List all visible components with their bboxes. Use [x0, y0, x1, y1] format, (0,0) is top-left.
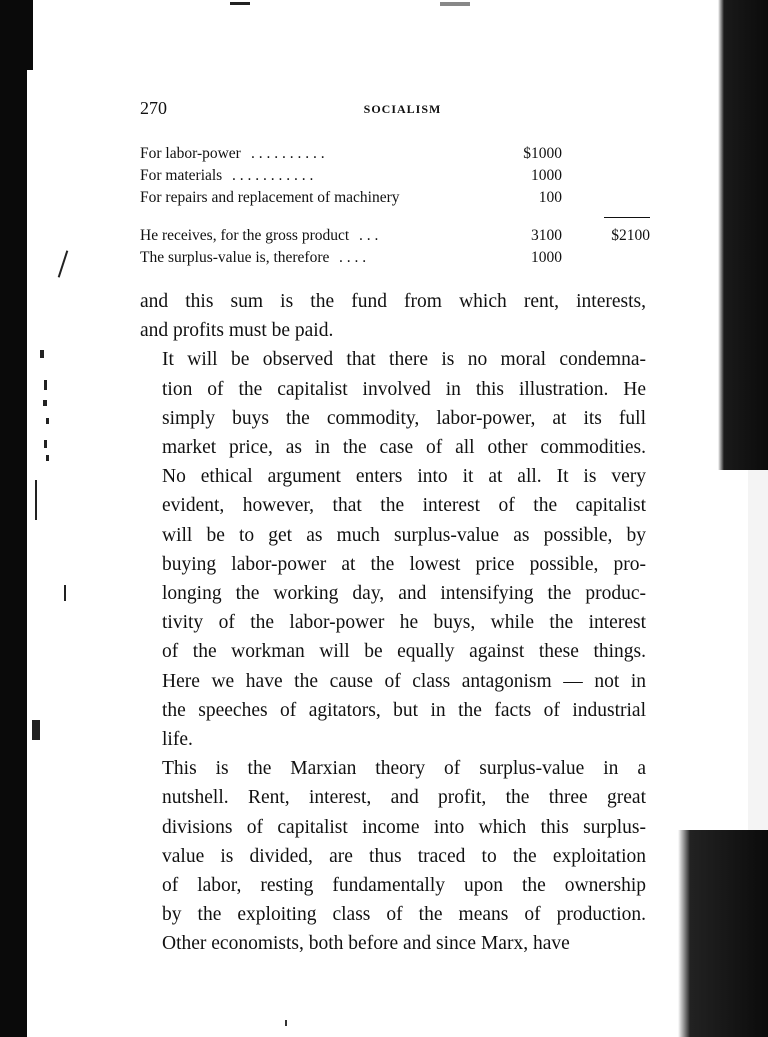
- text-line: divisions of capitalist income into which this surplus-: [162, 816, 646, 838]
- ledger-amount: 3100: [531, 227, 562, 244]
- text-line: will be to get as much surplus-value as possible, by: [162, 524, 646, 546]
- text-line: nutshell. Rent, interest, and profit, the three great: [162, 787, 646, 809]
- text-line: the speeches of agitators, but in the facts of industrial: [162, 699, 646, 721]
- paragraph: [140, 287, 646, 345]
- text-line: Here we have the cause of class antagonism — not in: [162, 670, 646, 692]
- scan-edge-right-top: [710, 0, 768, 470]
- ledger-leader-dots: . . . . . . . . . . .: [232, 167, 314, 184]
- page-number: 270: [140, 98, 167, 118]
- cost-ledger: [140, 143, 650, 269]
- text-line: by the exploiting class of the means of production.: [162, 904, 646, 926]
- ledger-leader-dots: . . .: [359, 227, 379, 244]
- ledger-label: He receives, for the gross product: [140, 227, 350, 244]
- ledger-row: [140, 165, 650, 187]
- ledger-row: [140, 143, 650, 165]
- text-line: This is the Marxian theory of surplus-value in a: [162, 758, 646, 780]
- paragraph: [140, 754, 646, 958]
- text-line: simply buys the commodity, labor-power, at its full: [162, 407, 646, 429]
- ledger-label: For repairs and replacement of machinery: [140, 189, 400, 206]
- paragraph: [140, 345, 646, 754]
- ledger-leader-dots: . . . . . . . . . .: [251, 145, 325, 162]
- text-line: and profits must be paid.: [140, 320, 334, 342]
- ledger-leader-dots: . . . .: [339, 249, 367, 266]
- text-line: buying labor-power at the lowest price possible, pro-: [162, 553, 646, 575]
- text-line: tivity of the labor-power he buys, while the interest: [162, 612, 646, 634]
- text-line: Other economists, both before and since Marx, have: [162, 933, 570, 955]
- text-line: market price, as in the case of all other commodities.: [162, 437, 646, 459]
- scan-speck-bottom: [285, 1020, 287, 1026]
- text-line: and this sum is the fund from which rent, interests,: [140, 291, 646, 312]
- text-line: No ethical argument enters into it at all. It is very: [162, 466, 646, 488]
- ledger-row: [140, 225, 650, 247]
- ledger-amount: $1000: [523, 145, 562, 162]
- ledger-total: $2100: [611, 227, 650, 244]
- scan-edge-left: [0, 0, 27, 1037]
- scan-edge-right-mid: [748, 470, 768, 830]
- ledger-label: The surplus-value is, therefore: [140, 249, 330, 266]
- text-line: It will be observed that there is no moral condemna-: [162, 349, 646, 371]
- body-text: [140, 287, 646, 959]
- page-header: [140, 98, 645, 120]
- scan-edge-right-bottom: [678, 830, 768, 1037]
- ledger-amount: 1000: [531, 167, 562, 184]
- running-head: SOCIALISM: [363, 102, 442, 116]
- ledger-amount: 1000: [531, 249, 562, 266]
- text-line: of the workman will be equally against these things.: [162, 641, 646, 663]
- text-line: life.: [162, 729, 193, 751]
- ledger-amount: 100: [538, 189, 562, 206]
- text-line: of labor, resting fundamentally upon the ownership: [162, 875, 646, 897]
- text-line: evident, however, that the interest of the capitalist: [162, 495, 646, 517]
- ledger-row: [140, 247, 650, 269]
- ledger-label: For materials: [140, 167, 223, 184]
- ledger-label: For labor-power: [140, 145, 241, 162]
- text-line: longing the working day, and intensifying the produc-: [162, 583, 646, 605]
- text-line: value is divided, are thus traced to the exploitation: [162, 845, 646, 867]
- text-line: tion of the capitalist involved in this illustration. He: [162, 378, 646, 400]
- scan-edge-left-notch: [27, 0, 33, 70]
- ledger-row: [140, 187, 650, 209]
- ledger-gap: [140, 209, 650, 225]
